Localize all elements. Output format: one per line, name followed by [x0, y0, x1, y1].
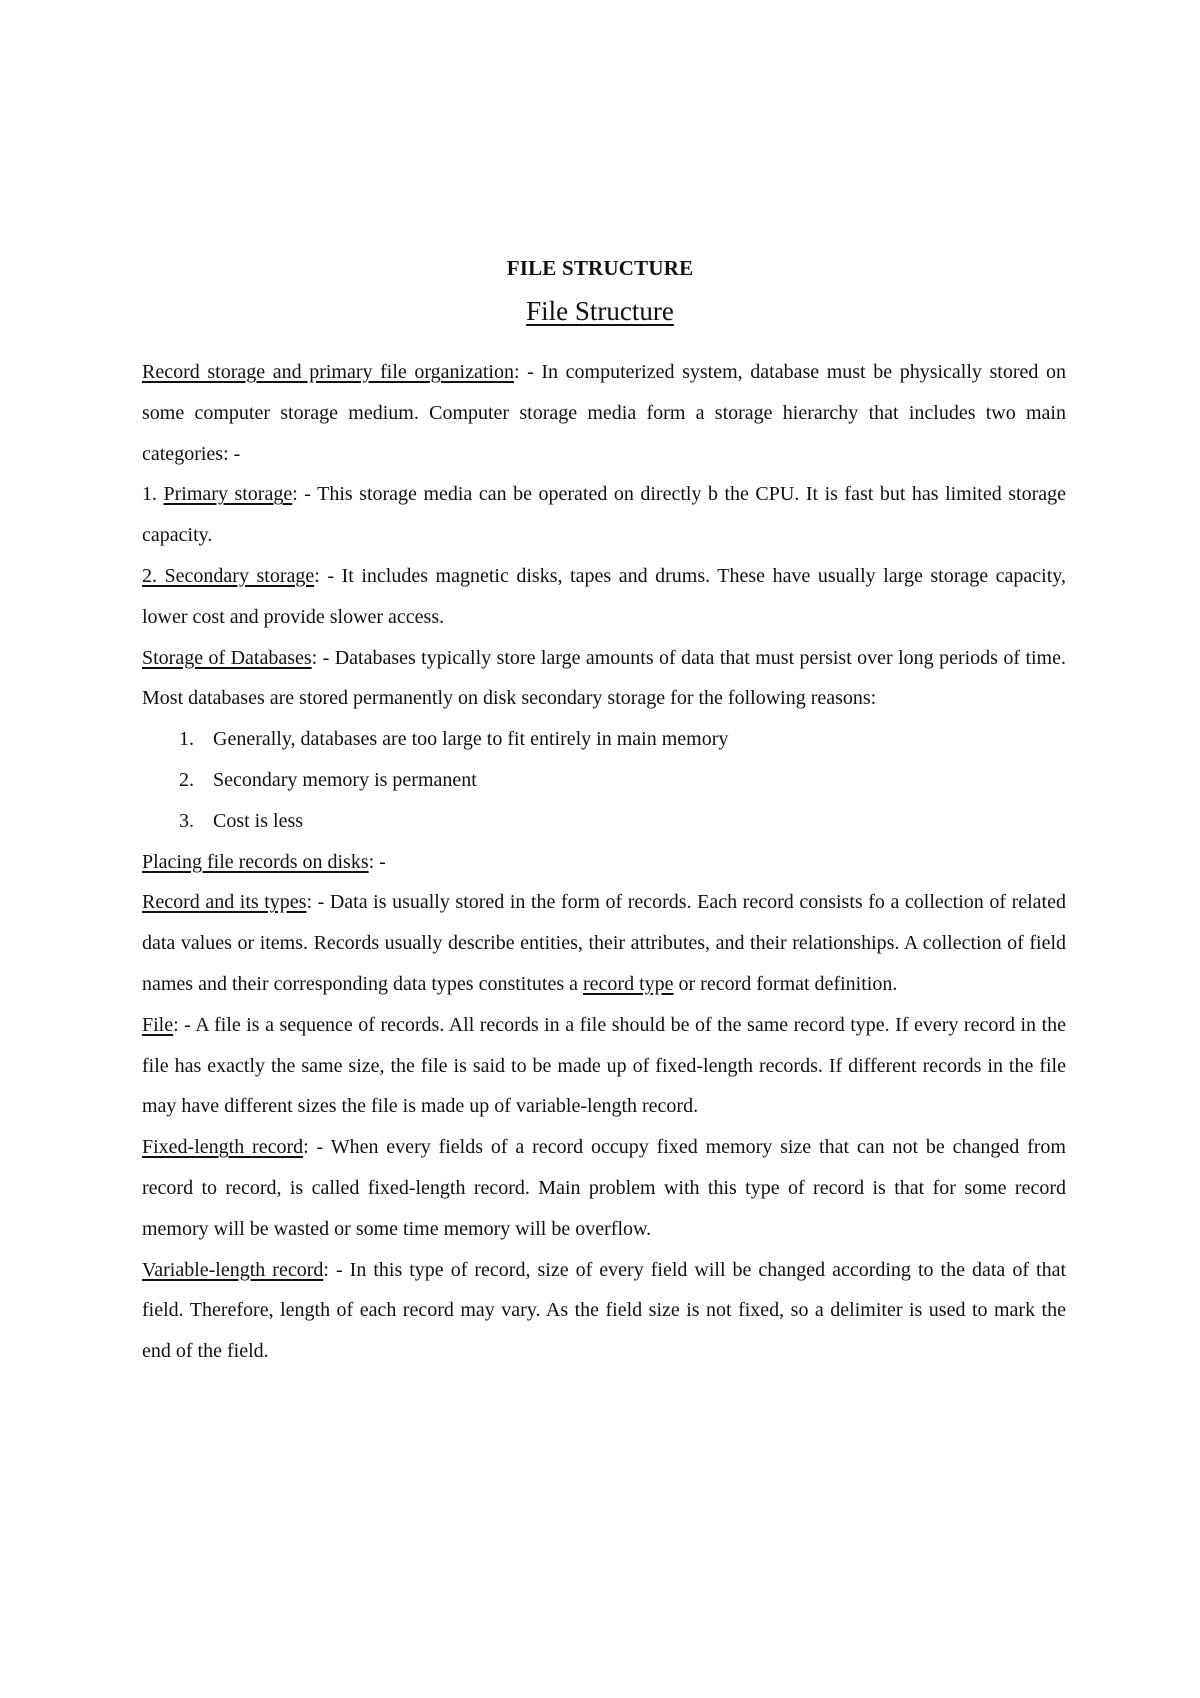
list-item [142, 760, 1066, 801]
paragraph-record-storage [142, 352, 1066, 474]
list-item-text: Cost is less [213, 809, 304, 832]
term-record-types: Record and its types [142, 891, 307, 914]
term-primary-storage: Primary storage [163, 483, 293, 506]
page-title: FILE STRUCTURE [506, 256, 694, 280]
text-placing-records: : - [368, 850, 386, 873]
text-record-format: or record format definition. [673, 972, 898, 995]
document-body [142, 352, 1066, 1372]
paragraph-storage-of-databases [142, 638, 1066, 720]
text-secondary-storage: : - It includes magnetic disks, tapes and drums. These have usually large storage capacity, lower cost and provide slower access. [142, 564, 1066, 628]
list-item-number: 1. [179, 728, 194, 751]
page-subtitle: File Structure [526, 296, 674, 326]
term-secondary-storage: 2. Secondary storage [142, 564, 315, 587]
term-record-type: record type [583, 972, 674, 995]
list-item-text: Generally, databases are too large to fit entirely in main memory [213, 728, 729, 751]
paragraph-primary-storage [142, 474, 1066, 556]
paragraph-fixed-length [142, 1127, 1066, 1249]
text-variable-length: : - In this type of record, size of every field will be changed according to the data of that field. Therefore, length of each record may vary. As the field size is not fixed, so a delimiter is used to mark the end of the field. [142, 1258, 1067, 1363]
paragraph-secondary-storage [142, 556, 1066, 638]
term-storage-of-databases: Storage of Databases [142, 646, 312, 669]
list-item [142, 719, 1066, 760]
paragraph-placing-records [142, 842, 1066, 883]
text-primary-storage: : - This storage media can be operated on directly b the CPU. It is fast but has limited storage capacity. [142, 483, 1067, 547]
term-placing-records: Placing file records on disks [142, 850, 369, 873]
term-record-storage: Record storage and primary file organization [142, 361, 514, 383]
list-item-text: Secondary memory is permanent [213, 768, 477, 791]
prefix-primary-storage: 1. [142, 483, 164, 506]
paragraph-variable-length [142, 1250, 1066, 1372]
list-item-number: 2. [179, 768, 194, 791]
term-fixed-length: Fixed-length record [142, 1136, 304, 1159]
list-item [142, 801, 1066, 842]
term-file: File [142, 1013, 174, 1036]
reasons-list [142, 719, 1066, 841]
text-fixed-length: : - When every fields of a record occupy fixed memory size that can not be changed from record to record, is called fixed-length record. Main problem with this type of record is that for some record memory will be wasted or some time memory will be overflow. [142, 1136, 1066, 1240]
text-storage-of-databases: : - Databases typically store large amounts of data that must persist over long periods of time. Most databases are stored permanently on disk secondary storage for the following reasons: [142, 646, 1066, 710]
text-record-types: : - Data is usually stored in the form of records. Each record consists fo a collection of related data values or items. Records usually describe entities, their attributes, and their relationships. A collection of field names and their corresponding data types constitutes a [142, 891, 1066, 995]
text-file: : - A file is a sequence of records. All records in a file should be of the same record type. If every record in the file has exactly the same size, the file is said to be made up of fixed-length records. If different records in the file may have different sizes the file is made up of variable-length record. [142, 1013, 1066, 1118]
term-variable-length: Variable-length record [142, 1258, 324, 1281]
paragraph-file [142, 1005, 1066, 1127]
paragraph-record-types [142, 882, 1066, 1004]
list-item-number: 3. [179, 809, 194, 832]
text-record-storage: : - In computerized system, database must be physically stored on some computer storage medium. Computer storage media form a storage hierarchy that includes two main categories: - [142, 361, 1066, 465]
